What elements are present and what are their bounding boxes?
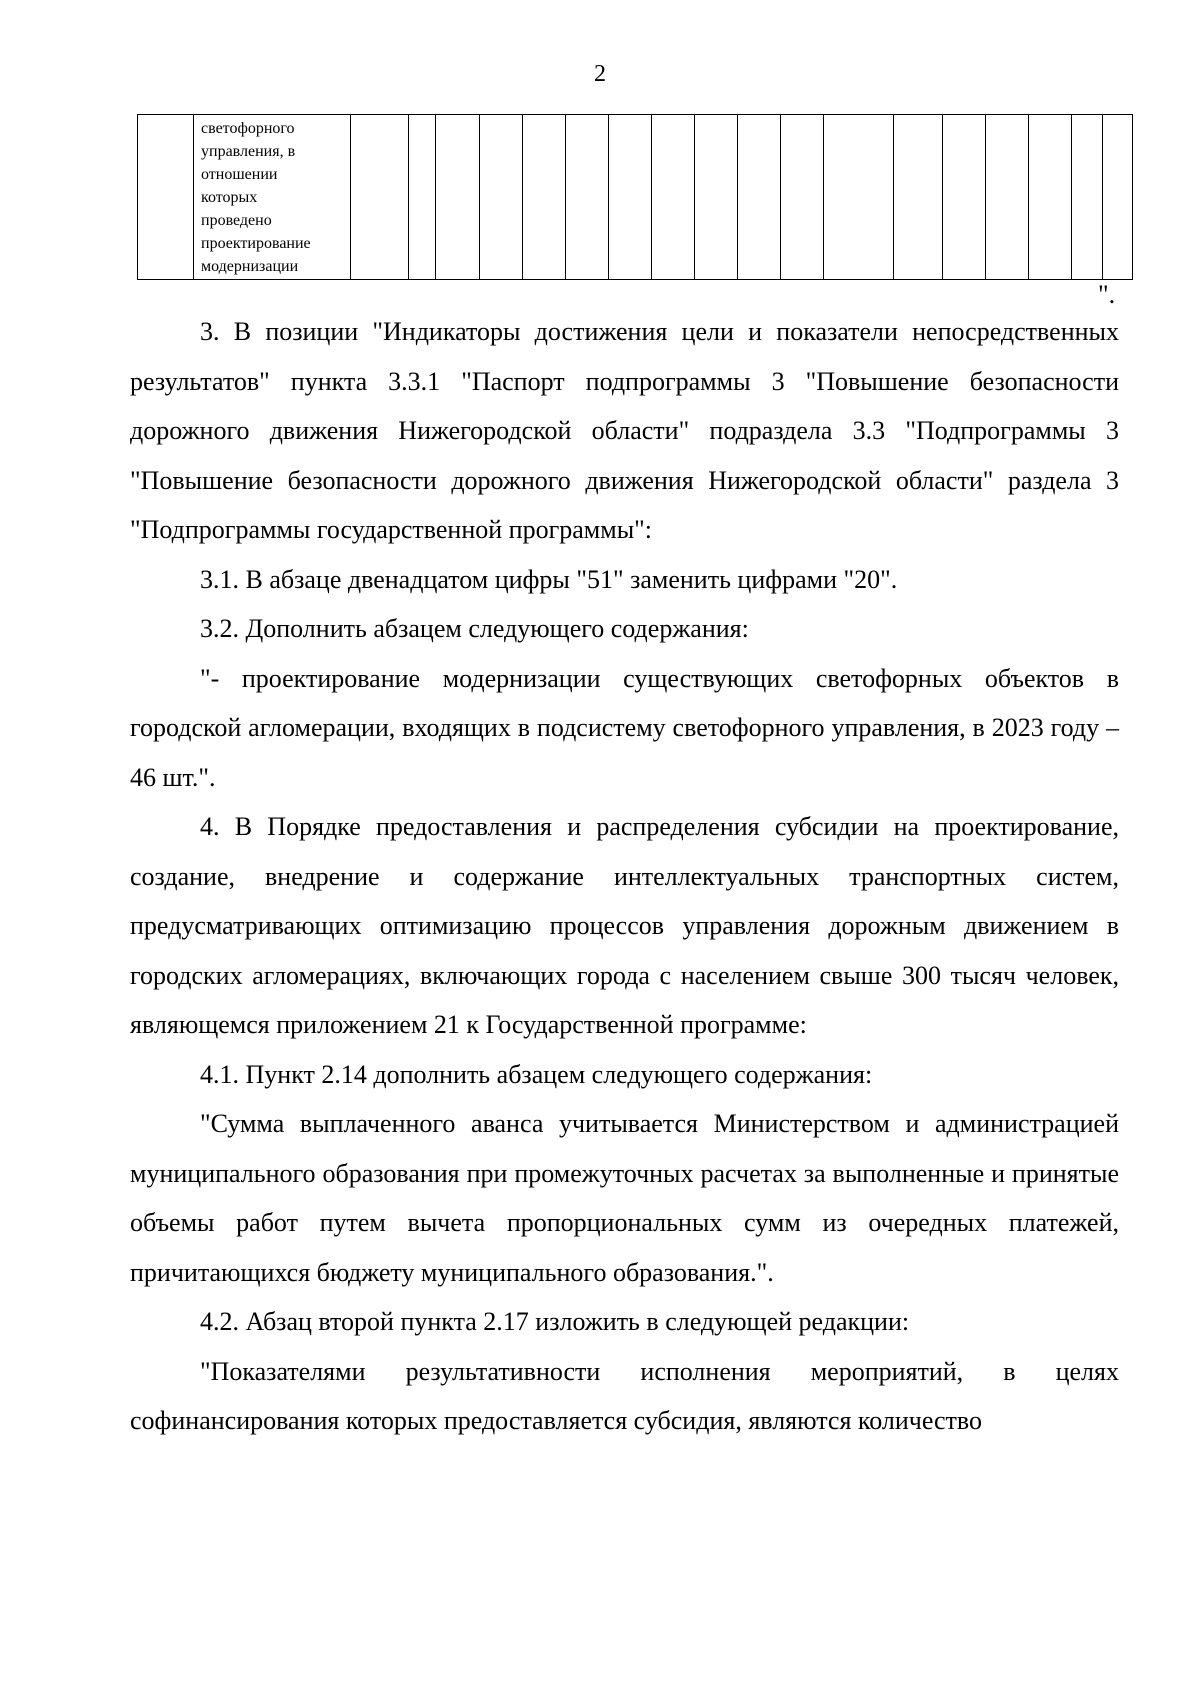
document-body (130, 307, 1119, 1446)
table-cell (566, 115, 609, 280)
paragraph-3-1: 3.1. В абзаце двенадцатом цифры "51" заменить цифрами "20". (200, 564, 898, 594)
table-cell (824, 115, 894, 280)
closing-quote: ". (1098, 280, 1116, 309)
table-row (138, 115, 1133, 280)
table-cell (1072, 115, 1103, 280)
paragraph-4-2: 4.2. Абзац второй пункта 2.17 изложить в следующей редакции: (200, 1307, 910, 1336)
paragraph-quote-advance: "Сумма выплаченного аванса учитывается Министерством и администрацией муниципального образования при промежуточных расчетах за выполненные и принятые объемы работ путем вычета пропорциональных сумм из очередных платежей, причитающихся бюджету муниципального образования.". (130, 1109, 1119, 1287)
table-cell (943, 115, 986, 280)
table-cell (695, 115, 738, 280)
table-cell (523, 115, 566, 280)
paragraph-3-2: 3.2. Дополнить абзацем следующего содержания: (200, 614, 749, 643)
table-cell (781, 115, 824, 280)
paragraph-4-1: 4.1. Пункт 2.14 дополнить абзацем следующего содержания: (200, 1059, 873, 1089)
table-cell (986, 115, 1029, 280)
table-cell (609, 115, 652, 280)
table-cell (1103, 115, 1133, 280)
paragraph-quote-indicators: "Показателями результативности исполнения мероприятий, в целях софинансирования которых предоставляется субсидия, являются количество (130, 1356, 1119, 1435)
table-cell (409, 115, 436, 280)
page-number: 2 (594, 61, 606, 87)
paragraph-3: 3. В позиции "Индикаторы достижения цели и показатели непосредственных результатов" пункта 3.3.1 "Паспорт подпрограммы 3 "Повышение безопасности дорожного движения Нижегородской области" подраздела 3.3 "Подпрограммы 3 "Повышение безопасности дорожного движения Нижегородской области" раздела 3 "Подпрограммы государственной программы": (130, 317, 1119, 544)
table-cell (1029, 115, 1072, 280)
table-cell (894, 115, 943, 280)
table-cell (138, 115, 194, 280)
table-cell (480, 115, 523, 280)
table-cell (652, 115, 695, 280)
table-cell (351, 115, 409, 280)
table-fragment (137, 114, 1133, 280)
table-cell (738, 115, 781, 280)
table-cell (436, 115, 480, 280)
paragraph-quote-design: "- проектирование модернизации существующих светофорных объектов в городской агломерации, входящих в подсистему светофорного управления, в 2023 году – 46 шт.". (130, 663, 1119, 792)
table-cell-text: светофорного управления, в отношении которых проведено проектирование модернизации (194, 115, 351, 280)
paragraph-4: 4. В Порядке предоставления и распределения субсидии на проектирование, создание, внедрение и содержание интеллектуальных транспортных систем, предусматривающих оптимизацию процессов управления дорожным движением в городских агломерациях, включающих города с населением свыше 300 тысяч человек, являющемся приложением 21 к Государственной программе: (130, 812, 1119, 1039)
